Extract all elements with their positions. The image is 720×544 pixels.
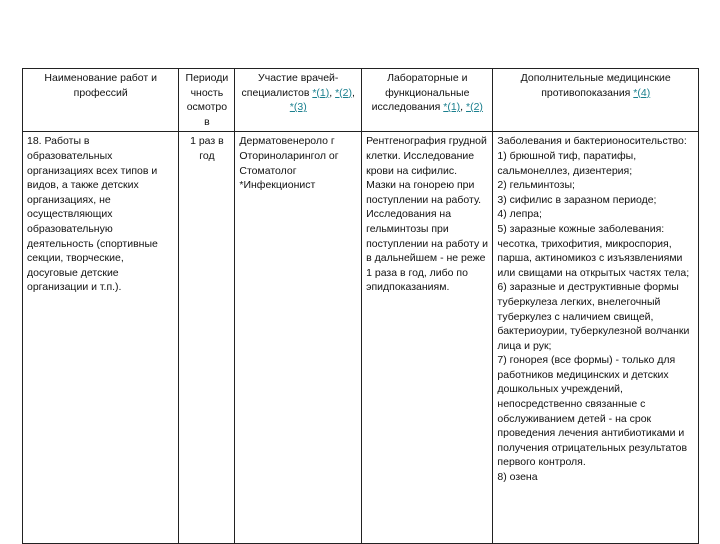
header-specialists: Участие врачей-специалистов *(1), *(2), *(3) — [235, 69, 362, 132]
header-periodicity — [179, 69, 235, 132]
cell-contraindications: Заболевания и бактерионосительство: 1) брюшной тиф, паратифы, сальмонеллез, дизентерия; 2) гельминтозы; 3) сифилис в заразном периоде; 4) лепра; 5) заразные кожные заболевания: чесотка, трихофития, микроспория, парша, актиномикоз с изъязвлениями или свищами на открытых частях тела; 6) заразные и деструктивные формы туберкулеза легких, внелегочный туберкулез с наличием свищей, бактериоурии, туберкулезной волчанки лица и рук; 7) гонорея (все формы) - только для работников медицинских и детских дошкольных учреждений, непосредственно связанные с обслуживанием детей - на срок проведения лечения антибиотиками и получения отрицательных результатов первого контроля. 8) озена — [493, 132, 699, 544]
footnote-link-lab-1[interactable]: *(1) — [443, 101, 461, 114]
footnote-link-4[interactable]: *(4) — [633, 86, 651, 99]
cell-work-description: 18. Работы в образовательных организациях всех типов и видов, а также детских организациях, не осуществляющих образовательную деятельность (спортивные секции, творческие, досуговые детские организации и т.п.). — [23, 132, 179, 544]
header-work-names-text: Наименование работ и профессий — [44, 72, 158, 99]
header-contraindications-text: Дополнительные медицинские противопоказания — [520, 72, 671, 99]
header-periodicity-text: Периоди чность осмотро в — [185, 72, 229, 128]
header-work-names — [23, 69, 179, 132]
table-row — [23, 132, 699, 544]
footnote-link-2[interactable]: *(2) — [335, 86, 353, 99]
footnote-link-3[interactable]: *(3) — [289, 101, 307, 114]
medical-requirements-table — [22, 68, 699, 544]
header-specialists-text: Участие врачей-специалистов — [241, 72, 339, 99]
header-lab-tests: Лабораторные и функциональные исследования *(1), *(2) — [362, 69, 493, 132]
cell-specialists: Дерматовенероло г Оториноларингол ог Стоматолог *Инфекционист — [235, 132, 362, 544]
header-row — [23, 69, 699, 132]
header-contraindications — [493, 69, 699, 132]
footnote-link-lab-2[interactable]: *(2) — [466, 101, 483, 114]
cell-periodicity: 1 раз в год — [179, 132, 235, 544]
cell-lab-tests: Рентгенография грудной клетки. Исследование крови на сифилис. Мазки на гонорею при поступлении на работу. Исследования на гельминтозы при поступлении на работу и в дальнейшем - не реже 1 раза в год, либо по эпидпоказаниям. — [362, 132, 493, 544]
header-lab-tests-text: Лабораторные и функциональные исследования — [371, 72, 470, 114]
footnote-link-1[interactable]: *(1) — [312, 86, 330, 99]
